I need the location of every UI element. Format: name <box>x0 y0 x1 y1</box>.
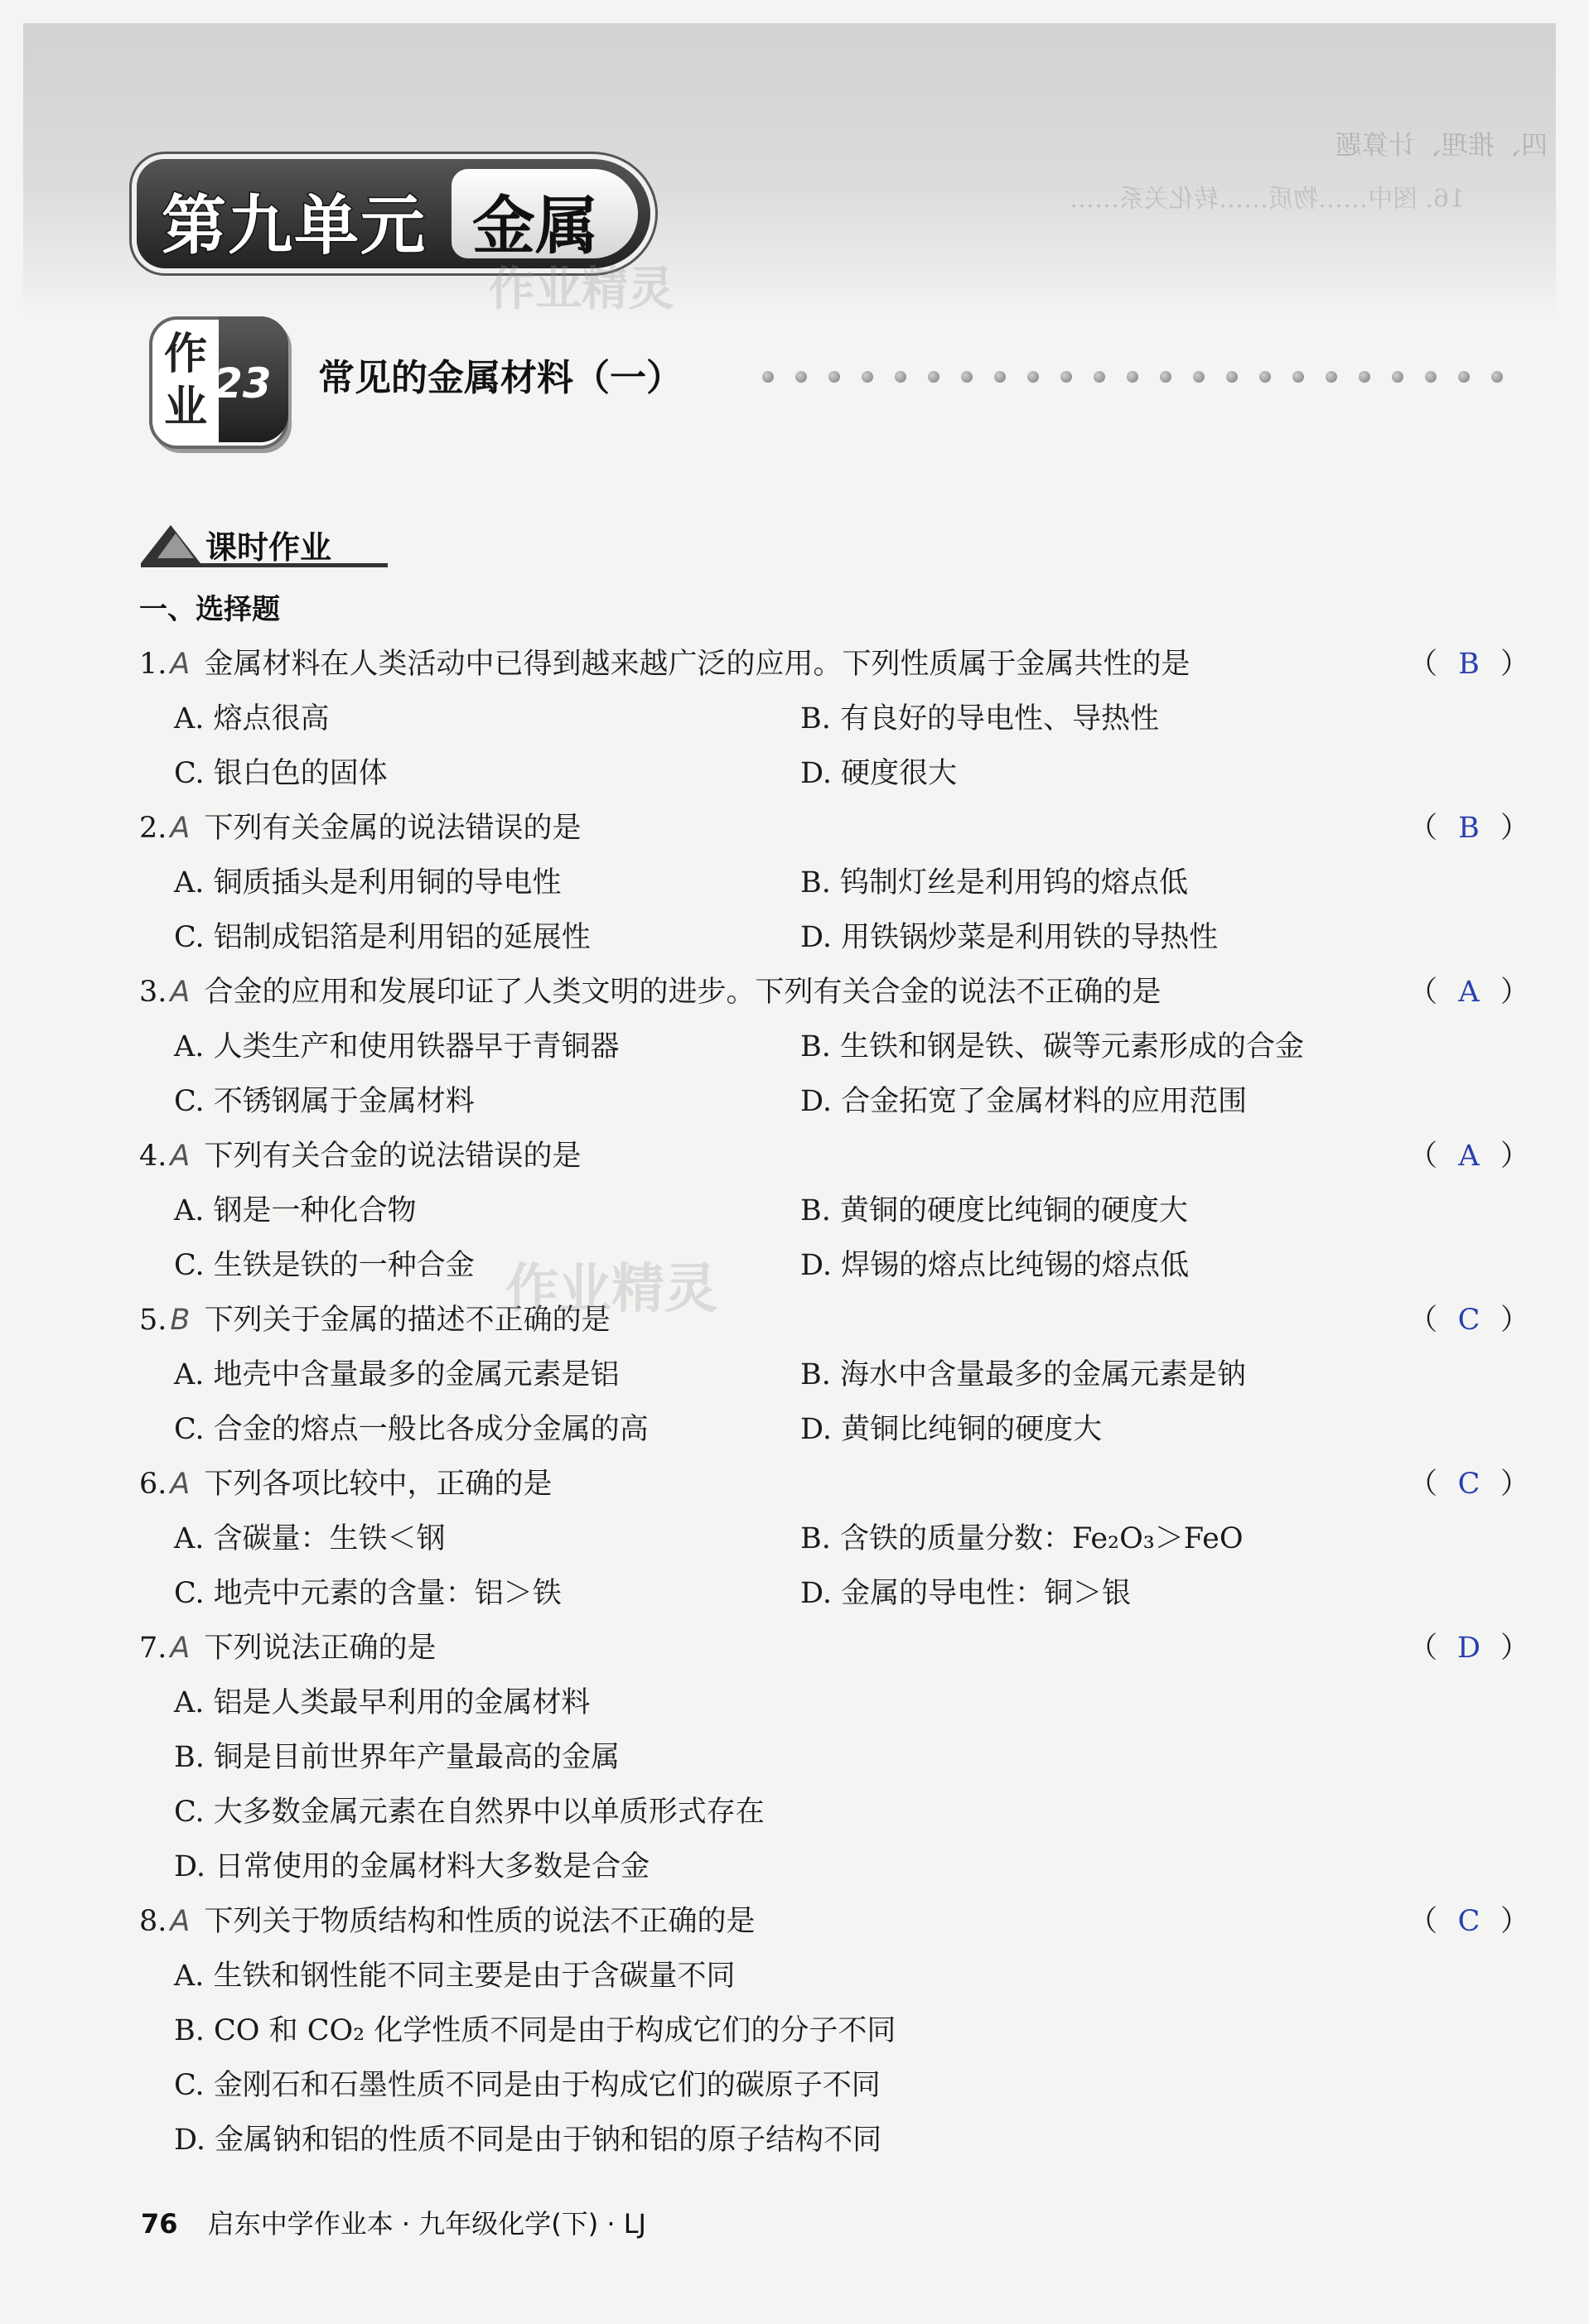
question-text: 下列说法正确的是 <box>204 1632 437 1665</box>
question-stem <box>139 1907 756 1936</box>
difficulty-level: A <box>170 1468 191 1501</box>
question-stem <box>139 1142 582 1171</box>
answer-bracket: （ B ） <box>1408 648 1530 681</box>
question-stem <box>139 814 582 843</box>
answer-bracket: （ C ） <box>1408 1905 1530 1938</box>
question-text: 金属材料在人类活动中已得到越来越广泛的应用。下列性质属于金属共性的是 <box>204 648 1191 681</box>
answer-bracket: （ C ） <box>1408 1468 1530 1501</box>
page-number: 76 <box>141 2208 178 2240</box>
difficulty-level: B <box>170 1304 191 1337</box>
page-footer <box>141 2203 646 2241</box>
answer-bracket: （ D ） <box>1408 1632 1530 1665</box>
homework-number: 23 <box>214 359 272 407</box>
answer-option: D. 硬度很大 <box>800 757 958 790</box>
difficulty-level: A <box>170 1905 191 1938</box>
question-number: 5. <box>139 1304 167 1337</box>
answer-value: C <box>1457 1905 1480 1938</box>
question-text: 下列各项比较中，正确的是 <box>204 1468 553 1501</box>
question-stem <box>139 1470 553 1499</box>
answer-value: A <box>1458 976 1480 1009</box>
answer-value: C <box>1457 1304 1480 1337</box>
difficulty-level: A <box>170 1140 191 1173</box>
question-text: 下列关于物质结构和性质的说法不正确的是 <box>204 1905 756 1938</box>
difficulty-level: A <box>170 976 191 1009</box>
answer-option: B. 钨制灯丝是利用钨的熔点低 <box>800 866 1188 899</box>
answer-option: C. 铝制成铝箔是利用铝的延展性 <box>174 921 591 954</box>
lesson-title: 常见的金属材料（一） <box>318 357 683 399</box>
answer-value: B <box>1458 648 1480 681</box>
answer-option: A. 含碳量：生铁＜钢 <box>174 1522 446 1555</box>
answer-option: B. 有良好的导电性、导热性 <box>800 702 1159 735</box>
answer-bracket: （ A ） <box>1408 1140 1530 1173</box>
difficulty-level: A <box>170 648 191 681</box>
answer-option: C. 金刚石和石墨性质不同是由于构成它们的碳原子不同 <box>174 2069 881 2102</box>
answer-option: A. 铝是人类最早利用的金属材料 <box>174 1686 591 1719</box>
title-dot-leader <box>762 371 1503 383</box>
answer-bracket: （ A ） <box>1408 976 1530 1009</box>
question-text: 下列关于金属的描述不正确的是 <box>204 1304 611 1337</box>
answer-option: D. 焊锡的熔点比纯锡的熔点低 <box>800 1249 1190 1282</box>
answer-option: A. 铜质插头是利用铜的导电性 <box>174 866 562 899</box>
homework-badge <box>149 316 288 449</box>
answer-option: D. 日常使用的金属材料大多数是合金 <box>174 1850 650 1883</box>
question-text: 下列有关金属的说法错误的是 <box>204 812 582 845</box>
answer-option: C. 不锈钢属于金属材料 <box>174 1085 475 1118</box>
answer-option: C. 生铁是铁的一种合金 <box>174 1249 475 1282</box>
answer-option: D. 金属钠和铝的性质不同是由于钠和铝的原子结构不同 <box>174 2124 882 2157</box>
question-number: 6. <box>139 1468 167 1501</box>
answer-option: B. 含铁的质量分数：Fe₂O₃＞FeO <box>800 1522 1244 1555</box>
answer-value: B <box>1458 812 1480 845</box>
question-number: 7. <box>139 1632 167 1665</box>
mountain-icon-inner <box>157 533 194 558</box>
difficulty-level: A <box>170 1632 191 1665</box>
answer-value: A <box>1458 1140 1480 1173</box>
answer-option: D. 黄铜比纯铜的硬度大 <box>800 1413 1103 1446</box>
section-heading <box>141 518 389 565</box>
book-title: 启东中学作业本 · 九年级化学(下) · LJ <box>207 2208 646 2240</box>
answer-option: A. 生铁和钢性能不同主要是由于含碳量不同 <box>174 1960 736 1993</box>
answer-option: A. 钢是一种化合物 <box>174 1194 417 1227</box>
watermark: 作业精灵 <box>505 1259 717 1320</box>
answer-option: D. 用铁锅炒菜是利用铁的导热性 <box>800 921 1219 954</box>
homework-char-1: 作 <box>164 330 208 379</box>
answer-option: C. 大多数金属元素在自然界中以单质形式存在 <box>174 1796 765 1829</box>
watermark: 作业精灵 <box>489 263 674 316</box>
difficulty-level: A <box>170 812 191 845</box>
answer-bracket: （ B ） <box>1408 812 1530 845</box>
answer-option: C. 银白色的固体 <box>174 757 388 790</box>
answer-option: C. 合金的熔点一般比各成分金属的高 <box>174 1413 649 1446</box>
bleed-through-text: 四、推理、计算题 <box>1335 129 1548 161</box>
unit-title: 第九单元 <box>162 189 427 263</box>
question-stem <box>139 978 1162 1007</box>
question-stem <box>139 1634 437 1663</box>
question-number: 4. <box>139 1140 167 1173</box>
question-number: 3. <box>139 976 167 1009</box>
question-number: 8. <box>139 1905 167 1938</box>
answer-option: B. 生铁和钢是铁、碳等元素形成的合金 <box>800 1030 1304 1063</box>
question-text: 合金的应用和发展印证了人类文明的进步。下列有关合金的说法不正确的是 <box>204 976 1162 1009</box>
homework-char-2: 业 <box>164 383 208 432</box>
answer-value: C <box>1457 1468 1480 1501</box>
answer-option: B. 海水中含量最多的金属元素是钠 <box>800 1358 1246 1391</box>
answer-option: B. CO 和 CO₂ 化学性质不同是由于构成它们的分子不同 <box>174 2014 896 2047</box>
answer-option: A. 地壳中含量最多的金属元素是铝 <box>174 1358 620 1391</box>
answer-value: D <box>1456 1632 1481 1665</box>
unit-subject: 金属 <box>472 189 598 263</box>
answer-option: A. 人类生产和使用铁器早于青铜器 <box>174 1030 620 1063</box>
answer-option: B. 黄铜的硬度比纯铜的硬度大 <box>800 1194 1188 1227</box>
bleed-through-text-2: 16. 图中……物质……转化关系…… <box>1069 185 1465 214</box>
question-text: 下列有关合金的说法错误的是 <box>204 1140 582 1173</box>
answer-option: D. 金属的导电性：铜＞银 <box>800 1577 1132 1610</box>
answer-option: B. 铜是目前世界年产量最高的金属 <box>174 1741 620 1774</box>
question-type-heading: 一、选择题 <box>139 593 280 626</box>
question-number: 1. <box>139 648 167 681</box>
answer-option: C. 地壳中元素的含量：铝＞铁 <box>174 1577 562 1610</box>
answer-option: D. 合金拓宽了金属材料的应用范围 <box>800 1085 1248 1118</box>
section-label: 课时作业 <box>205 529 332 566</box>
answer-option: A. 熔点很高 <box>174 702 330 735</box>
question-number: 2. <box>139 812 167 845</box>
answer-bracket: （ C ） <box>1408 1304 1530 1337</box>
question-stem <box>139 650 1191 679</box>
